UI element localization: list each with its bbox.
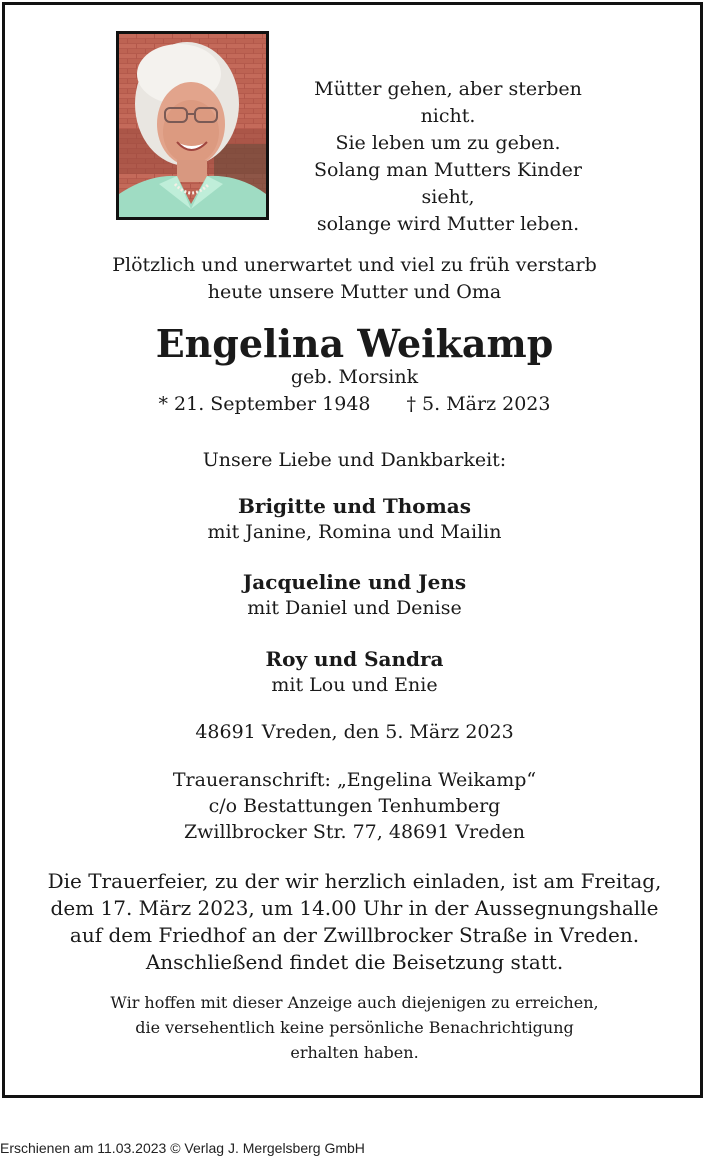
portrait-image <box>119 34 266 217</box>
family-names: Brigitte und Thomas <box>238 494 471 518</box>
poem-line: solange wird Mutter leben. <box>316 213 580 235</box>
address-line: Traueranschrift: „Engelina Weikamp“ <box>172 769 537 791</box>
maiden-name: geb. Morsink <box>290 366 419 388</box>
intro-line: heute unsere Mutter und Oma <box>207 281 502 303</box>
ceremony-line: auf dem Friedhof an der Zwillbrocker Straße in Vreden. <box>69 923 640 947</box>
family-children: mit Daniel und Denise <box>247 597 462 619</box>
family-names: Jacqueline und Jens <box>242 570 467 594</box>
poem-line: Mütter gehen, aber sterben nicht. <box>314 78 582 127</box>
address-line: Zwillbrocker Str. 77, 48691 Vreden <box>183 821 526 843</box>
ceremony-line: Anschließend findet die Beisetzung statt. <box>145 950 564 974</box>
ceremony-line: Die Trauerfeier, zu der wir herzlich einladen, ist am Freitag, <box>47 869 662 893</box>
notice-text <box>20 990 689 1065</box>
poem-line: Sie leben um zu geben. <box>335 132 561 154</box>
poem <box>288 76 608 238</box>
family-group <box>20 569 689 621</box>
place-date: 48691 Vreden, den 5. März 2023 <box>195 721 514 743</box>
ceremony-info <box>20 868 689 976</box>
mourners-heading: Unsere Liebe und Dankbarkeit: <box>202 449 507 471</box>
mourning-address <box>20 767 689 845</box>
publication-footer: Erschienen am 11.03.2023 © Verlag J. Mergelsberg GmbH <box>0 1140 365 1156</box>
intro-text <box>20 252 689 306</box>
life-dates <box>20 392 689 416</box>
family-group <box>20 493 689 545</box>
portrait-photo <box>116 31 269 220</box>
birth-date: * 21. September 1948 <box>158 393 371 415</box>
family-children: mit Janine, Romina und Mailin <box>207 521 502 543</box>
death-date: † 5. März 2023 <box>406 393 551 415</box>
family-children: mit Lou und Enie <box>271 674 438 696</box>
notice-line: die versehentlich keine persönliche Benachrichtigung <box>135 1018 574 1037</box>
family-names: Roy und Sandra <box>265 647 444 671</box>
notice-line: erhalten haben. <box>290 1043 419 1062</box>
family-group <box>20 646 689 698</box>
intro-line: Plötzlich und unerwartet und viel zu früh verstarb <box>112 254 597 276</box>
deceased-name: Engelina Weikamp <box>155 321 554 366</box>
ceremony-line: dem 17. März 2023, um 14.00 Uhr in der Aussegnungshalle <box>50 896 659 920</box>
poem-line: Solang man Mutters Kinder sieht, <box>314 159 582 208</box>
address-line: c/o Bestattungen Tenhumberg <box>208 795 501 817</box>
notice-line: Wir hoffen mit dieser Anzeige auch diejenigen zu erreichen, <box>110 993 599 1012</box>
